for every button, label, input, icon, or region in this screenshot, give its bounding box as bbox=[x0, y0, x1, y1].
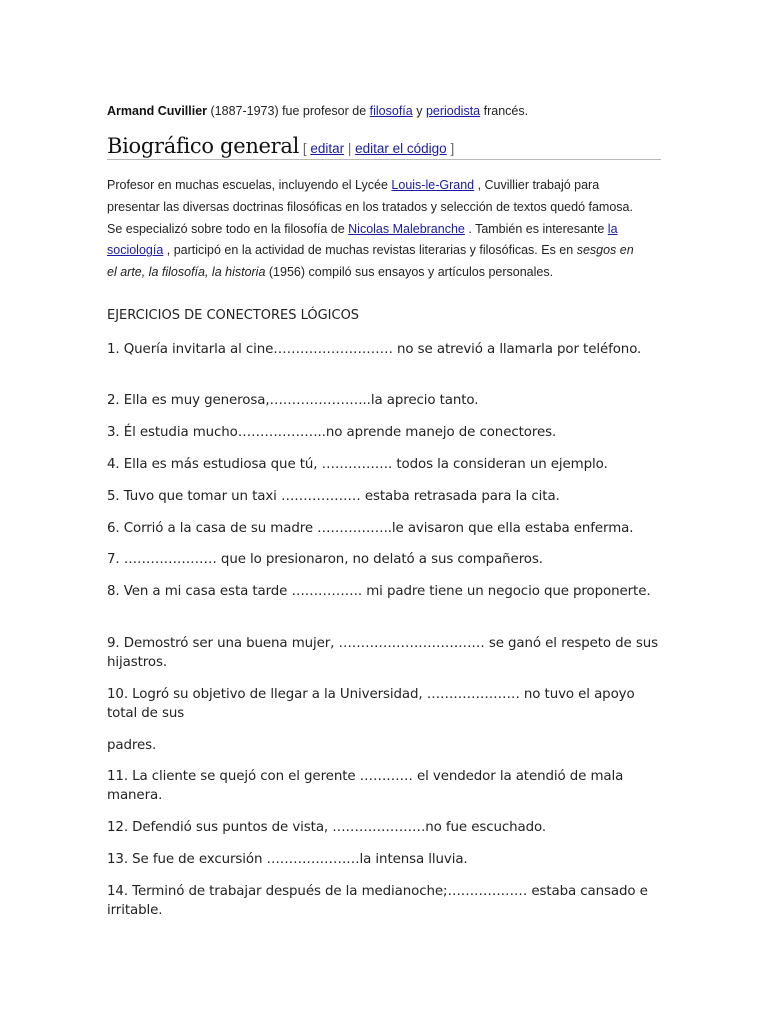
bio-text: . También es interesante bbox=[464, 221, 608, 236]
bracket-open: [ bbox=[299, 141, 311, 156]
bracket-close: ] bbox=[446, 141, 455, 156]
link-nicolas-malebranche[interactable]: Nicolas Malebranche bbox=[348, 221, 465, 236]
link-periodista[interactable]: periodista bbox=[425, 104, 481, 118]
exercise-item: 4. Ella es más estudiosa que tú, ……………. todos la consideran un ejemplo. bbox=[107, 457, 608, 472]
bio-text: , participó en la actividad de muchas revistas literarias y filosóficas. Es en bbox=[163, 243, 577, 258]
book-title: sesgos en el arte, la filosofía, la historia bbox=[107, 243, 634, 280]
bio-text: (1956) compiló sus ensayos y artículos personales. bbox=[265, 265, 554, 280]
section-title: Biográfico general bbox=[107, 134, 300, 158]
subject-name: Armand Cuvillier bbox=[107, 104, 208, 118]
exercise-item: 8. Ven a mi casa esta tarde ……………. mi padre tiene un negocio que proponerte. bbox=[107, 584, 651, 599]
exercise-item: 2. Ella es muy generosa,…………………..la aprecio tanto. bbox=[107, 393, 479, 408]
link-la-sociologia[interactable]: la sociología bbox=[107, 221, 618, 258]
exercise-item: 9. Demostró ser una buena mujer, …………………………… se ganó el respeto de sus hijastros. bbox=[107, 636, 658, 670]
exercise-item: 13. Se fue de excursión …………………la intensa lluvia. bbox=[107, 852, 468, 867]
exercise-item: 10. Logró su objetivo de llegar a la Universidad, ………………… no tuvo el apoyo total de sus bbox=[107, 687, 635, 721]
intro-paragraph bbox=[107, 104, 663, 118]
exercise-item: 5. Tuvo que tomar un taxi ……………… estaba retrasada para la cita. bbox=[107, 489, 560, 504]
exercise-item: 6. Corrió a la casa de su madre ……………..le avisaron que ella estaba enferma. bbox=[107, 521, 634, 536]
section-heading bbox=[107, 134, 661, 160]
link-filosofia[interactable]: filosofía bbox=[369, 104, 413, 118]
edit-code-link[interactable]: editar el código bbox=[355, 141, 447, 156]
exercise-item-continuation: padres. bbox=[107, 738, 157, 753]
edit-separator: | bbox=[344, 141, 356, 156]
edit-links bbox=[299, 141, 454, 156]
intro-text: y bbox=[412, 104, 426, 118]
exercise-item: 3. Él estudia mucho………………..no aprende manejo de conectores. bbox=[107, 425, 557, 440]
bio-paragraph bbox=[107, 175, 637, 284]
exercise-item: 14. Terminó de trabajar después de la medianoche;……………… estaba cansado e irritable. bbox=[107, 884, 648, 918]
edit-link[interactable]: editar bbox=[310, 141, 345, 156]
bio-text: , Cuvillier trabajó para presentar las diversas doctrinas filosóficas en los tratados y selección de textos quedó famosa. Se especializó sobre todo en la filosofía de bbox=[107, 178, 633, 236]
exercise-item: 7. ………………… que lo presionaron, no delató a sus compañeros. bbox=[107, 552, 543, 567]
exercise-item: 12. Defendió sus puntos de vista, …………………no fue escuchado. bbox=[107, 820, 547, 835]
intro-text: (1887-1973) fue profesor de bbox=[207, 104, 370, 118]
exercise-item: 11. La cliente se quejó con el gerente ………… el vendedor la atendió de mala manera. bbox=[107, 769, 624, 803]
intro-text: francés. bbox=[480, 104, 529, 118]
exercise-item: 1. Quería invitarla al cine……………………… no se atrevió a llamarla por teléfono. bbox=[107, 342, 642, 357]
link-louis-le-grand[interactable]: Louis-le-Grand bbox=[391, 178, 475, 192]
exercises-title: EJERCICIOS DE CONECTORES LÓGICOS bbox=[107, 308, 360, 323]
bio-text: Profesor en muchas escuelas, incluyendo el Lycée bbox=[107, 178, 392, 192]
